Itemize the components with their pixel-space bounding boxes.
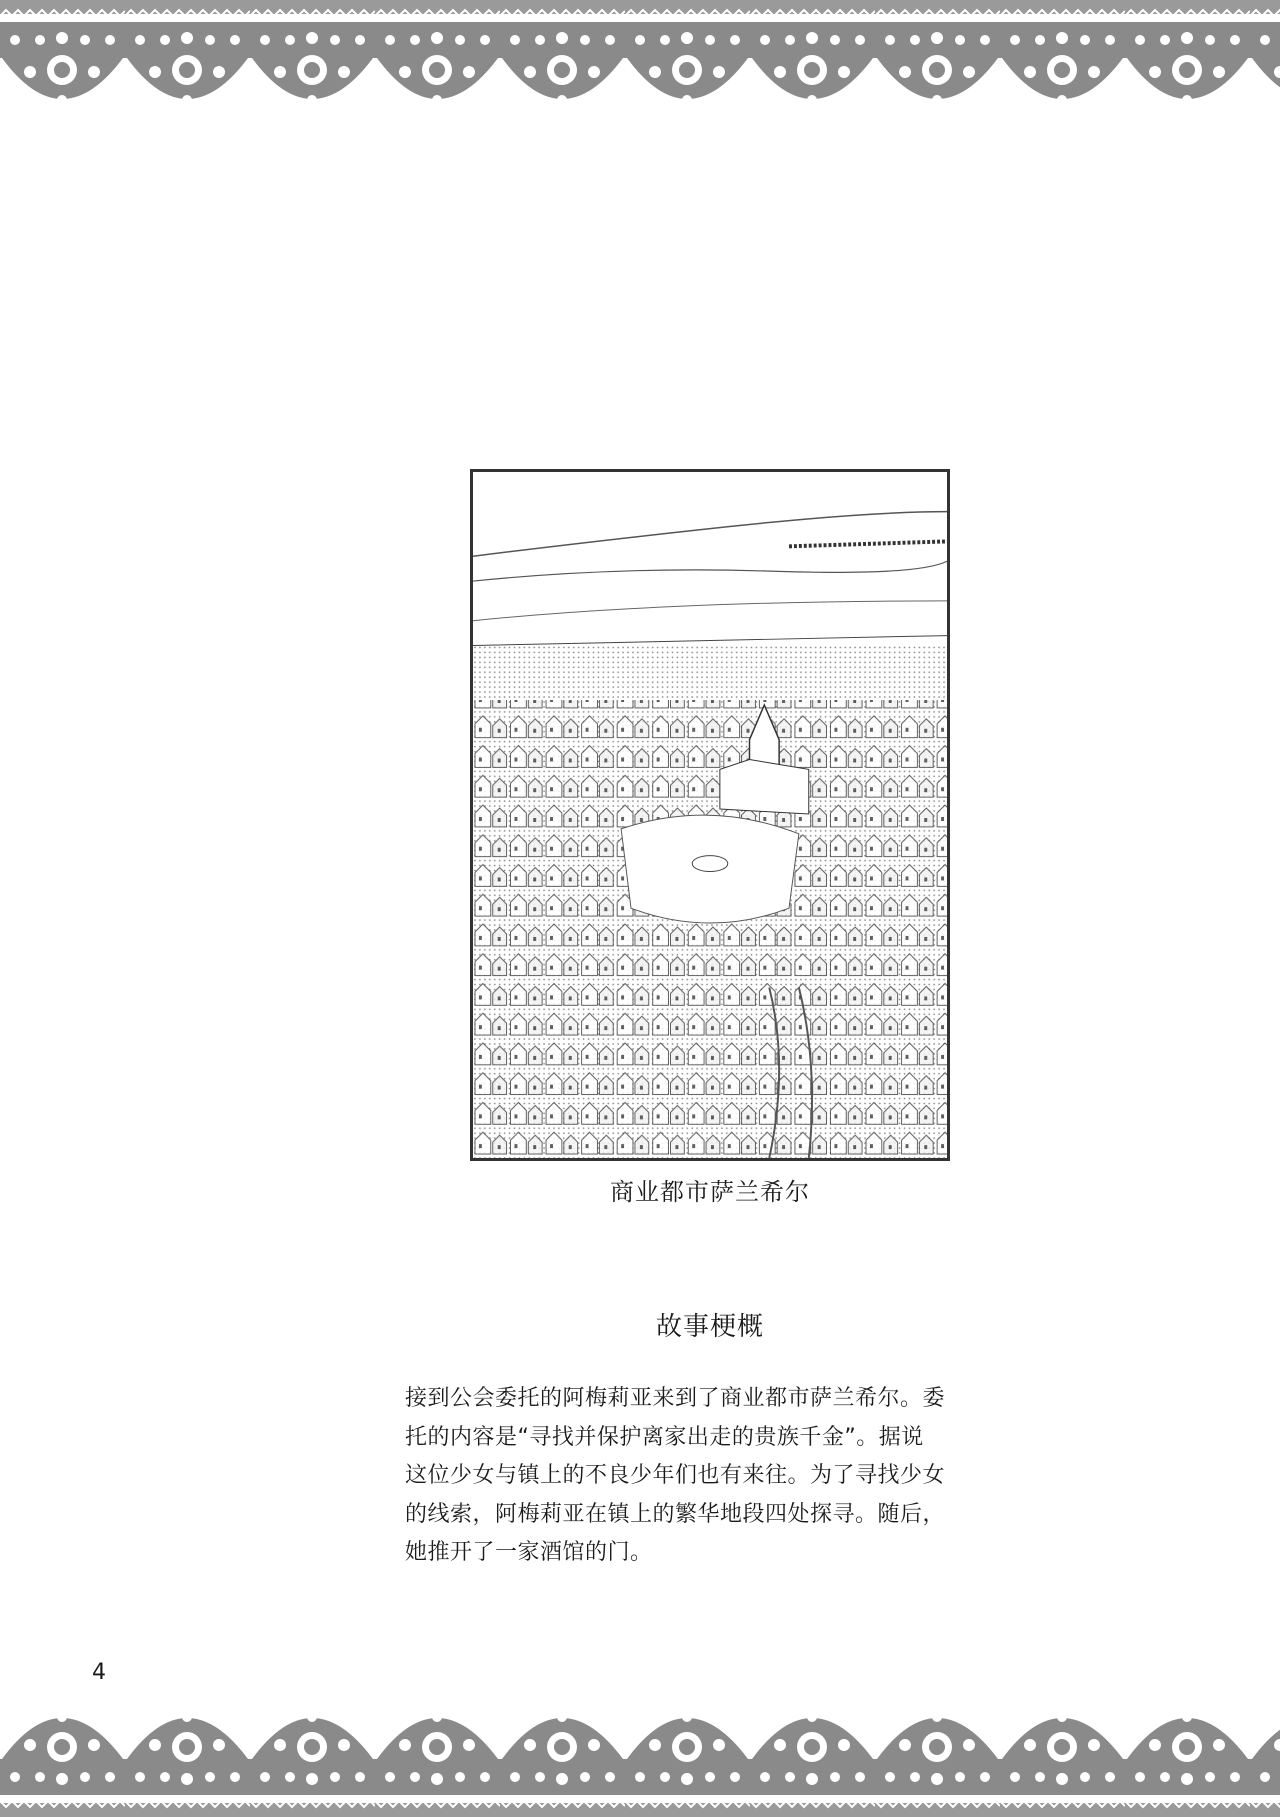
lace-border-top — [0, 0, 1280, 130]
synopsis-line: 她推开了一家酒馆的门。 — [405, 1540, 653, 1565]
page-number: 4 — [92, 1660, 106, 1685]
synopsis-title: 故事梗概 — [655, 1312, 764, 1342]
synopsis-line: 的线索，阿梅莉亚在镇上的繁华地段四处探寻。随后， — [405, 1501, 946, 1527]
illustration-caption: 商业都市萨兰希尔 — [610, 1178, 810, 1206]
synopsis-text — [405, 1380, 1005, 1573]
synopsis-line: 这位少女与镇上的不良少年们也有来往。为了寻找少女 — [405, 1463, 946, 1488]
lace-border-bottom — [0, 1687, 1280, 1817]
town-illustration — [470, 469, 950, 1161]
synopsis-line: 托的内容是“寻找并保护离家出走的贵族千金”。据说 — [405, 1424, 924, 1450]
synopsis-line: 接到公会委托的阿梅莉亚来到了商业都市萨兰希尔。委 — [405, 1386, 946, 1411]
